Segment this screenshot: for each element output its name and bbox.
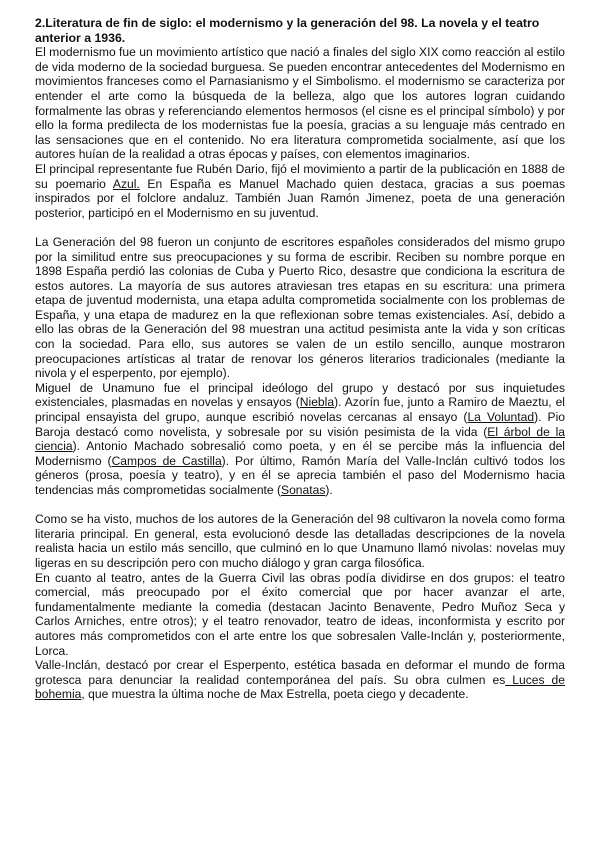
text-span: En España es Manuel Machado quien destaca, gracias a sus poemas inspirados por el folclore andaluz. También Juan Ramón Jimenez, poeta de una generación posterior, participó en el Modernismo en su juventud.: [35, 176, 566, 220]
paragraph-novela: Como se ha visto, muchos de los autores de la Generación del 98 cultivaron la novela como forma literaria principal. En general, esta evolucionó desde las detalladas descripciones de la novela realista hacia un estilo más sencillo, que culminó en lo que Unamuno llamó nivolas: novelas muy ligeras en su descripción pero con mucho diálogo y gran carga filosófica.: [35, 512, 565, 570]
text-span: ).: [325, 483, 333, 497]
paragraph-modernismo-intro: El modernismo fue un movimiento artístico que nació a finales del siglo XIX como reacción al estilo de vida moderno de la sociedad burguesa. Se pueden encontrar antecedentes del Modernismo en movimientos franceses como el Parnasianismo y el Simbolismo. el modernismo se caracteriza por entender el arte como la búsqueda de la belleza, algo que los autores logran cuidando formalmente las obras y referenciando elementos hermosos (el cisne es el principal símbolo) y por ello la forma predilecta de los modernistas fue la poesía, gracias a su lenguaje más centrado en las sensaciones que en el contenido. No era literatura comprometida socialmente, así que los autores huían de la realidad a otras épocas y países, con elementos imaginarios.: [35, 45, 565, 162]
work-title-sonatas: Sonatas: [281, 483, 326, 497]
text-span: , que muestra la última noche de Max Estrella, poeta ciego y decadente.: [81, 687, 469, 702]
paragraph-gap: [35, 220, 565, 235]
paragraph-teatro: En cuanto al teatro, antes de la Guerra Civil las obras podía dividirse en dos grupos: el teatro comercial, más preocupado por el éxito comercial que por hacer avanzar el arte, fundamentalmente mediante la comedia (destacan Jacinto Benavente, Pedro Muñoz Seca y Carlos Arniches, entre otros); y el teatro renovador, teatro de ideas, inconformista y escrito por autores más comprometidos con el arte entre los que sobresalen Valle-Inclán y, posteriormente, Lorca.: [35, 570, 565, 658]
document-title: 2.Literatura de fin de siglo: el modernismo y la generación del 98. La novela y el teatro anterior a 1936.: [35, 16, 540, 45]
text-span: ). Azorín fue, junto a Ramiro de Maeztu, el principal ensayista del grupo, aunque escribió novelas cercanas al ensayo (: [35, 395, 565, 425]
text-span: Miguel de Unamuno fue el principal ideólogo del grupo y destacó por sus inquietudes existenciales, plasmadas en novelas y ensayos (: [35, 380, 565, 410]
work-title-azul: Azul.: [112, 176, 140, 191]
paragraph-gap: [35, 498, 565, 513]
work-title-niebla: Niebla: [299, 395, 335, 410]
work-title-campos-de-castilla: Campos de Castilla: [111, 453, 222, 468]
text-span: El principal representante fue Rubén Dario, fijó el movimiento a partir de la publicación en 1888 de su poemario: [35, 161, 565, 191]
paragraph-valle-inclan: [35, 658, 565, 702]
work-title-el-arbol-de-la-ciencia: El árbol de la ciencia: [35, 424, 565, 454]
paragraph-generacion-98-autores: [35, 381, 565, 498]
text-span: ). Por último, Ramón María del Valle-Inclán cultivó todos los géneros (prosa, poesía y teatro), y en él se aprecia también el paso del Modernismo hacia tendencias más comprometidas socialmente (: [35, 453, 565, 497]
text-span: Valle-Inclán, destacó por crear el Esperpento, estética basada en deformar el mundo de forma grotesca para denunciar la realidad contemporánea del país. Su obra culmen es: [35, 658, 565, 687]
paragraph-modernismo-autores: [35, 162, 565, 220]
text-span: ). Pio Baroja destacó como novelista, y sobresale por su visión pesimista de la vida (: [35, 410, 565, 439]
paragraph-generacion-98: La Generación del 98 fueron un conjunto de escritores españoles considerados del mismo grupo por la similitud entre sus preocupaciones y su forma de escribir. Reciben su nombre porque en 1898 España perdió las colonias de Cuba y Puerto Rico, desastre que condiciona la escritura de estos autores. La mayoría de sus autores atraviesan tres etapas en su escritura: una primera etapa de juventud modernista, una etapa adulta comprometida socialmente con los problemas de España, y una etapa de madurez en la que reflexionan sobre temas existenciales. Así, debido a ello las obras de la Generación del 98 muestran una actitud pesimista ante la vida y son críticas con la sociedad. Para ello, sus autores se valen de un estilo sencillo, aunque mostraron preocupaciones artísticas al tratar de renovar los géneros literarios tradicionales (mediante la nivola y el esperpento, por ejemplo).: [35, 234, 565, 381]
text-span: ). Antonio Machado sobresalió como poeta, y en él se percibe más la influencia del Modernismo (: [35, 439, 565, 468]
work-title-luces-de-bohemia: Luces de bohemia: [35, 672, 565, 702]
work-title-la-voluntad: La Voluntad: [467, 410, 535, 425]
document-page: [35, 16, 565, 702]
